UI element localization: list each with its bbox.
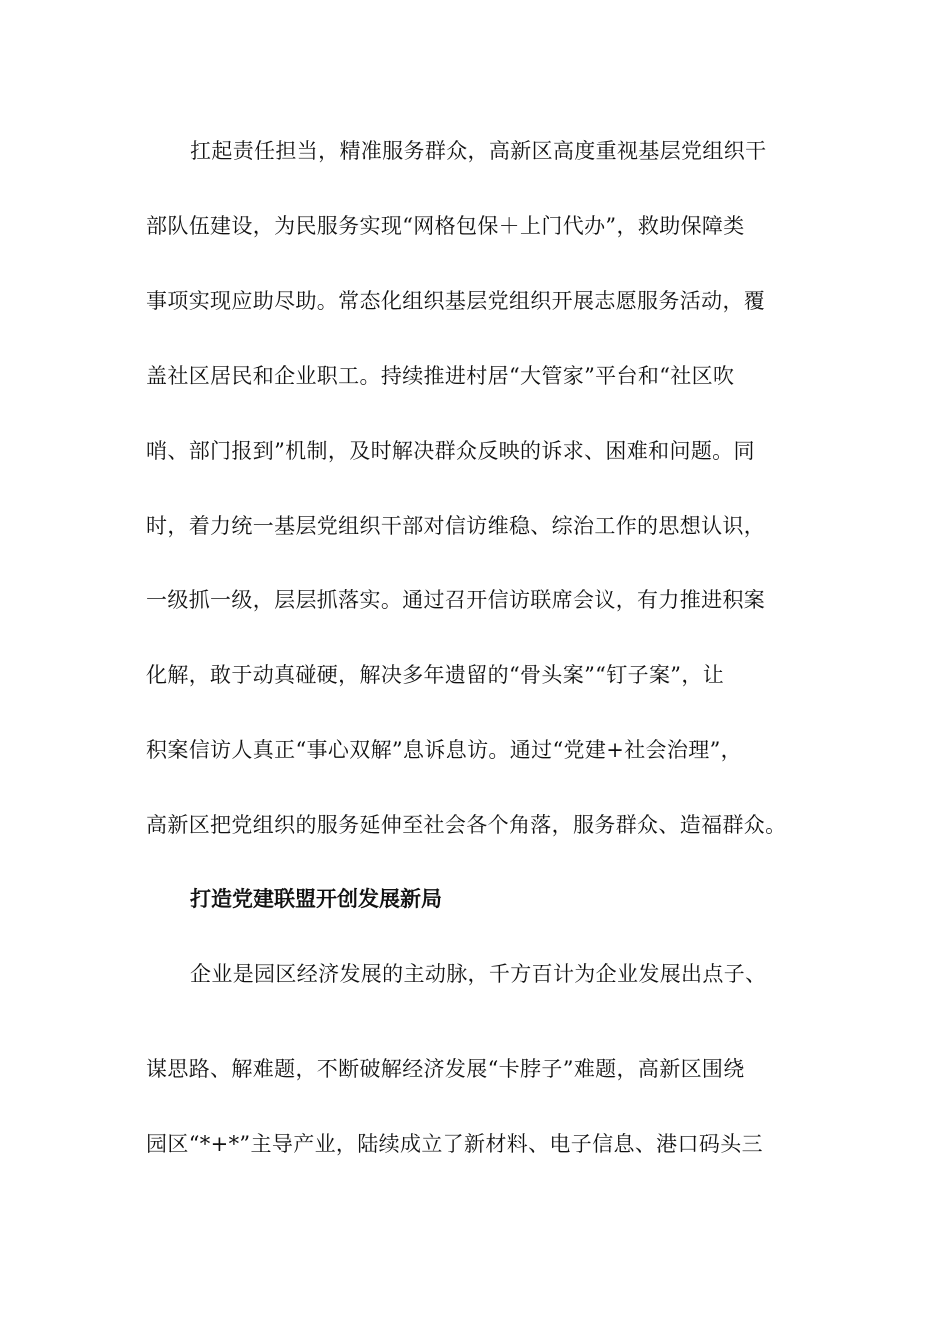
paragraph-1-line-5: 哨、部门报到”机制，及时解决群众反映的诉求、困难和问题。同 bbox=[146, 439, 755, 463]
paragraph-1-line-4: 盖社区居民和企业职工。持续推进村居“大管家”平台和“社区吹 bbox=[146, 364, 735, 388]
paragraph-1-line-8: 化解，敢于动真碰硬，解决多年遗留的“骨头案”“钉子案”，让 bbox=[146, 663, 725, 687]
paragraph-1-line-2: 部队伍建设，为民服务实现“网格包保＋上门代办”，救助保障类 bbox=[146, 214, 745, 238]
paragraph-1-line-7: 一级抓一级，层层抓落实。通过召开信访联席会议，有力推进积案 bbox=[146, 588, 766, 612]
section-heading: 打造党建联盟开创发展新局 bbox=[190, 887, 442, 911]
paragraph-2-line-3: 园区“*+*”主导产业，陆续成立了新材料、电子信息、港口码头三 bbox=[146, 1132, 763, 1156]
paragraph-1-line-6: 时，着力统一基层党组织干部对信访维稳、综治工作的思想认识， bbox=[146, 514, 766, 538]
paragraph-1-line-1: 扛起责任担当，精准服务群众，高新区高度重视基层党组织干 bbox=[190, 139, 767, 163]
paragraph-1-line-10: 高新区把党组织的服务延伸至社会各个角落，服务群众、造福群众。 bbox=[146, 813, 787, 837]
paragraph-2-line-1: 企业是园区经济发展的主动脉，千方百计为企业发展出点子、 bbox=[190, 962, 767, 986]
paragraph-1-line-3: 事项实现应助尽助。常态化组织基层党组织开展志愿服务活动，覆 bbox=[146, 289, 766, 313]
paragraph-1-line-9: 积案信访人真正“事心双解”息诉息访。通过“党建+社会治理”， bbox=[146, 738, 743, 762]
paragraph-2-line-2: 谋思路、解难题，不断破解经济发展“卡脖子”难题，高新区围绕 bbox=[146, 1057, 745, 1081]
